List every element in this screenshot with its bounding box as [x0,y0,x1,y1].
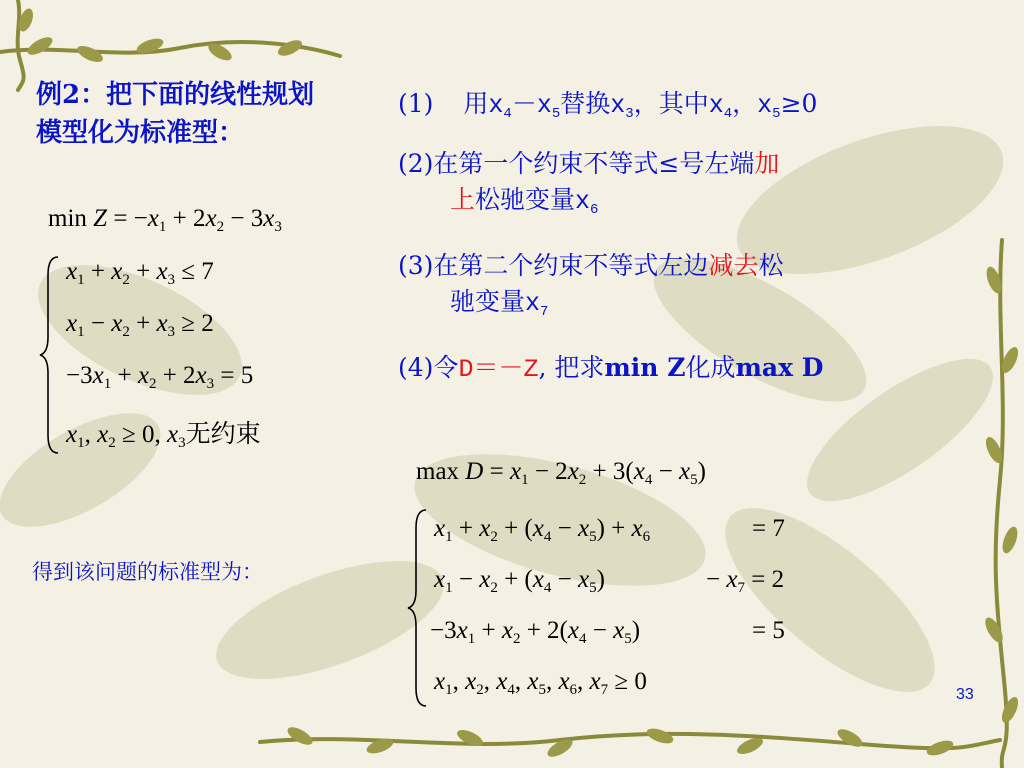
original-objective: $\min Z = -x_1 + 2x_2 - 3x_3$ [48,205,282,235]
step-3: (3)在第二个约束不等式左边减去松 驰变量$x_7$ [398,251,784,320]
result-label: 得到该问题的标准型为： [32,560,263,584]
original-constraint-3: $-3x_1 + x_2 + 2x_3 = 5$ [66,362,254,392]
step-2-number: (2) [398,149,434,178]
standard-constraint-4: $x_1$, $x_2$, $x_4$, $x_5$, $x_6$, $x_7 \ge 0$ [434,668,647,698]
original-constraint-2: $x_1 - x_2 + x_3 \ge 2$ [66,310,214,340]
original-constraint-1: $x_1 + x_2 + x_3 \le 7$ [66,258,214,288]
standard-constraints-brace [406,508,432,708]
step-4-number: (4) [398,353,434,382]
step-1: (1) 用$x_4-x_5$替换$x_3$，其中$x_4$，$x_5\ge 0$ [398,89,818,122]
standard-constraint-3: $-3x_1 + x_2 + 2(x_4 - x_5)$ = 5 [430,617,785,647]
step-4: (4)令D＝－Z, 把求min Z化成max D [398,353,824,384]
step-2: (2)在第一个约束不等式≤号左端加 上松驰变量$x_6$ [398,149,780,218]
step-1-number: (1) [398,89,434,118]
standard-objective: $\max D = x_1 - 2x_2 + 3(x_4 - x_5)$ [416,458,706,488]
example-title: 例2：把下面的线性规划模型化为标准型： [36,80,315,148]
step-3-number: (3) [398,251,434,280]
page-number: 33 [956,686,974,703]
original-constraints-brace [38,255,64,455]
unconstrained-label: 无约束 [185,421,261,448]
standard-constraint-2: $x_1 - x_2 + (x_4 - x_5)$ − $x_7 = 2$ [434,566,785,596]
standard-constraint-1: $x_1 + x_2 + (x_4 - x_5) + x_6$ = 7 [434,515,785,545]
original-constraint-4: $x_1$, $x_2 \ge 0$, $x_3$无约束 [66,421,261,451]
